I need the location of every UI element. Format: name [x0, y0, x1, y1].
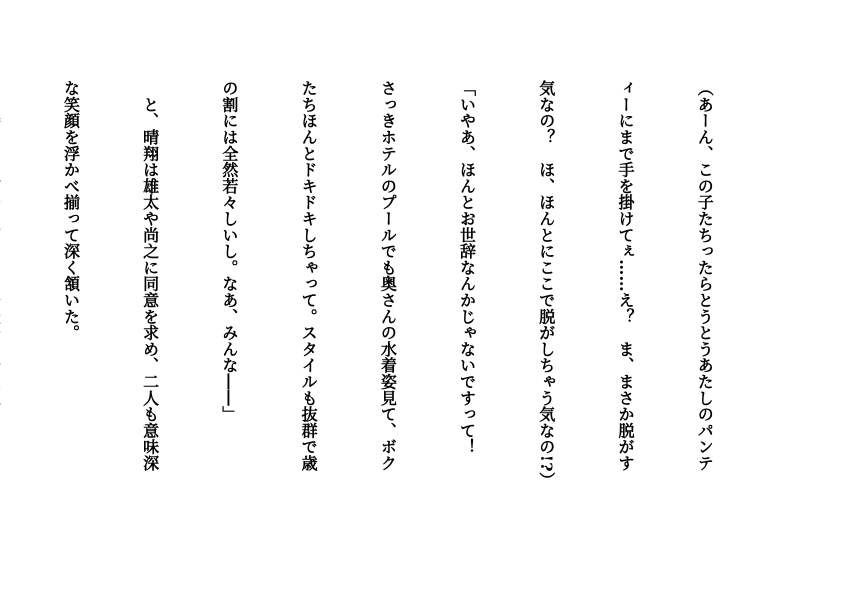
text-column: 「いやあ、ほんとお世辞なんかじゃないですって！ [457, 80, 477, 455]
text-column: な笑顔を浮かべ揃って深く頷いた。 [61, 80, 81, 341]
text-column: と、晴翔は雄太や尚之に同意を求め、二人も意味深 [140, 80, 160, 472]
text-column: （あーん、この子たちったらとうとうあたしのパンテ [695, 80, 715, 472]
text-column: 気なの？ ほ、ほんとにここで脱がしちゃう気なの!?） [536, 80, 556, 489]
text-column: たちほんとドキドキしちゃって。スタイルも抜群で歳 [299, 80, 319, 472]
text-column: ィーにまで手を掛けてぇ……え？ ま、まさか脱がす [615, 80, 635, 472]
vertical-text-body [0, 80, 770, 520]
text-column: さっきホテルのプールでも奥さんの水着姿見て、ボク [378, 80, 398, 472]
text-column: の割には全然若々しいし。なあ、みんな――」 [219, 80, 239, 423]
text-column [0, 80, 4, 520]
